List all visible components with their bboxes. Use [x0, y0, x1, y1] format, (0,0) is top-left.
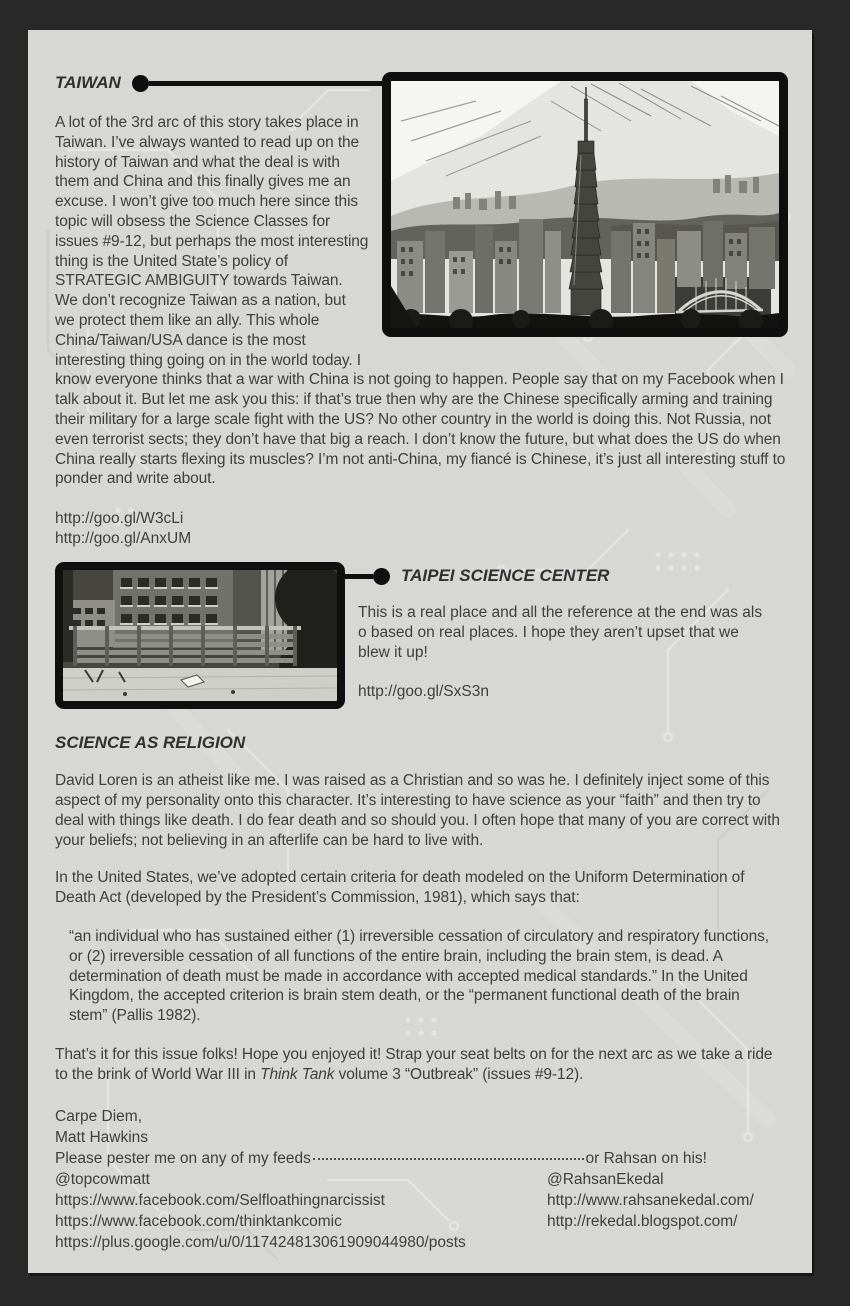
artist-social-links — [547, 1169, 788, 1253]
comic-backmatter-page — [28, 30, 812, 1273]
link-url: http://goo.gl/SxS3n — [358, 682, 489, 700]
social-link: https://www.facebook.com/Selfloathingnarcissist — [55, 1191, 385, 1209]
paragraph-line: blew it up! — [358, 643, 428, 661]
taiwan-paragraph: A lot of the 3rd arc of this story takes place in Taiwan. I’ve always wanted to read up on the history of Taiwan and what the deal is with them and China and this finally gives me an excuse. I won’t give too much here since this topic will obsess the Science Classes for issues #9-12, but perhaps the most interesting thing is the United State’s policy of STRATEGIC AMBIGUITY towards Taiwan. We don’t recognize Taiwan as a nation, but we protect them like an ally. This whole China/Taiwan/USA dance is the most interesting thing going on in the world today. I know everyone thinks that a war with China is not going to happen. People say that on my Facebook when I talk about it. But let me ask you this: if that’s true then why are the Chinese specifically arming and training their military for a large scale fight with the US? No other country in the world is doing this. Not Russia, not even terrorist sects; they don’t have that big a reach. I don’t know the future, but what does the US do when China really starts flexing its muscles? I’m not anti-China, my fiancé is Chinese, it’s just all interesting stuff to ponder and write about. — [55, 114, 786, 488]
social-link: https://plus.google.com/u/0/117424813061909044980/posts — [55, 1233, 466, 1251]
science-center-artwork — [63, 570, 337, 701]
taiwan-links — [55, 509, 788, 549]
heading-bullet-icon — [132, 75, 149, 92]
section-heading-science-center: TAIPEI SCIENCE CENTER — [401, 566, 610, 586]
science-center-paragraph — [358, 603, 788, 662]
paragraph-line: o based on real places. I hope they aren’t upset that we — [358, 623, 739, 641]
pester-right-text: or Rahsan on his! — [585, 1149, 707, 1167]
science-center-text-column — [345, 562, 788, 709]
religion-heading-row — [55, 733, 788, 753]
link-url: http://goo.gl/W3cLi — [55, 510, 184, 528]
social-link: @RahsanEkedal — [547, 1170, 664, 1188]
science-center-panel-image — [55, 562, 345, 709]
social-link: https://www.facebook.com/thinktankcomic — [55, 1212, 342, 1230]
social-link: http://rekedal.blogspot.com/ — [547, 1212, 738, 1230]
paragraph-line: This is a real place and all the reference at the end was als — [358, 604, 763, 622]
death-definition-quote: “an individual who has sustained either (1) irreversible cessation of circulatory and respiratory functions, or (2) irreversible cessation of all functions of the entire brain, including the brain stem, is dead. A determination of death must be made in accordance with accepted medical standards.” In the United Kingdom, the accepted criterion is brain stem death, or the “permanent functional death of the brain stem” (Pallis 1982). — [69, 927, 769, 1025]
closing-paragraph — [55, 1045, 788, 1085]
page-content — [28, 30, 812, 1253]
section-science-as-religion — [55, 733, 788, 1084]
heading-connector-line — [345, 574, 373, 579]
taipei-101-panel-image — [382, 72, 788, 337]
signoff-author-name: Matt Hawkins — [55, 1128, 149, 1146]
taipei-101-artwork — [391, 81, 779, 328]
section-signoff — [55, 1106, 788, 1253]
heading-connector-line — [149, 81, 383, 86]
taiwan-heading-row — [55, 72, 369, 94]
closing-text: That’s it for this issue folks! Hope you enjoyed it! Strap your seat belts on for the next arc as we take a ride to the brink of World War III in — [55, 1045, 773, 1083]
religion-paragraph-1: David Loren is an atheist like me. I was raised as a Christian and so was he. I definitely inject some of this aspect of my personality onto this character. It’s interesting to have science as your “faith” and then try to deal with things like death. I do fear death and so should you. I often hope that many of you are correct with your beliefs; not believing in an afterlife can be hard to live with. — [55, 772, 780, 849]
book-title-italic: Think Tank — [260, 1065, 335, 1083]
pester-row — [55, 1148, 707, 1169]
author-social-links — [55, 1169, 547, 1253]
science-center-heading-row — [345, 565, 788, 587]
section-science-center — [55, 562, 788, 709]
signoff-carpe-diem: Carpe Diem, — [55, 1107, 142, 1125]
religion-paragraph-2: In the United States, we’ve adopted certain criteria for death modeled on the Uniform Determination of Death Act (developed by the President’s Commission, 1981), which says that: — [55, 869, 745, 907]
link-url: http://goo.gl/AnxUM — [55, 530, 192, 548]
section-heading-taiwan: TAIWAN — [55, 73, 121, 92]
section-heading-science-as-religion: SCIENCE AS RELIGION — [55, 733, 246, 753]
social-link: @topcowmatt — [55, 1170, 150, 1188]
social-links-columns — [55, 1169, 788, 1253]
section-taiwan — [55, 72, 788, 549]
pester-left-text: Please pester me on any of my feeds — [55, 1149, 311, 1167]
social-link: http://www.rahsanekedal.com/ — [547, 1191, 754, 1209]
dotted-leader — [313, 1158, 584, 1160]
heading-bullet-icon — [373, 568, 390, 585]
closing-text: volume 3 “Outbreak” (issues #9-12). — [334, 1065, 584, 1083]
